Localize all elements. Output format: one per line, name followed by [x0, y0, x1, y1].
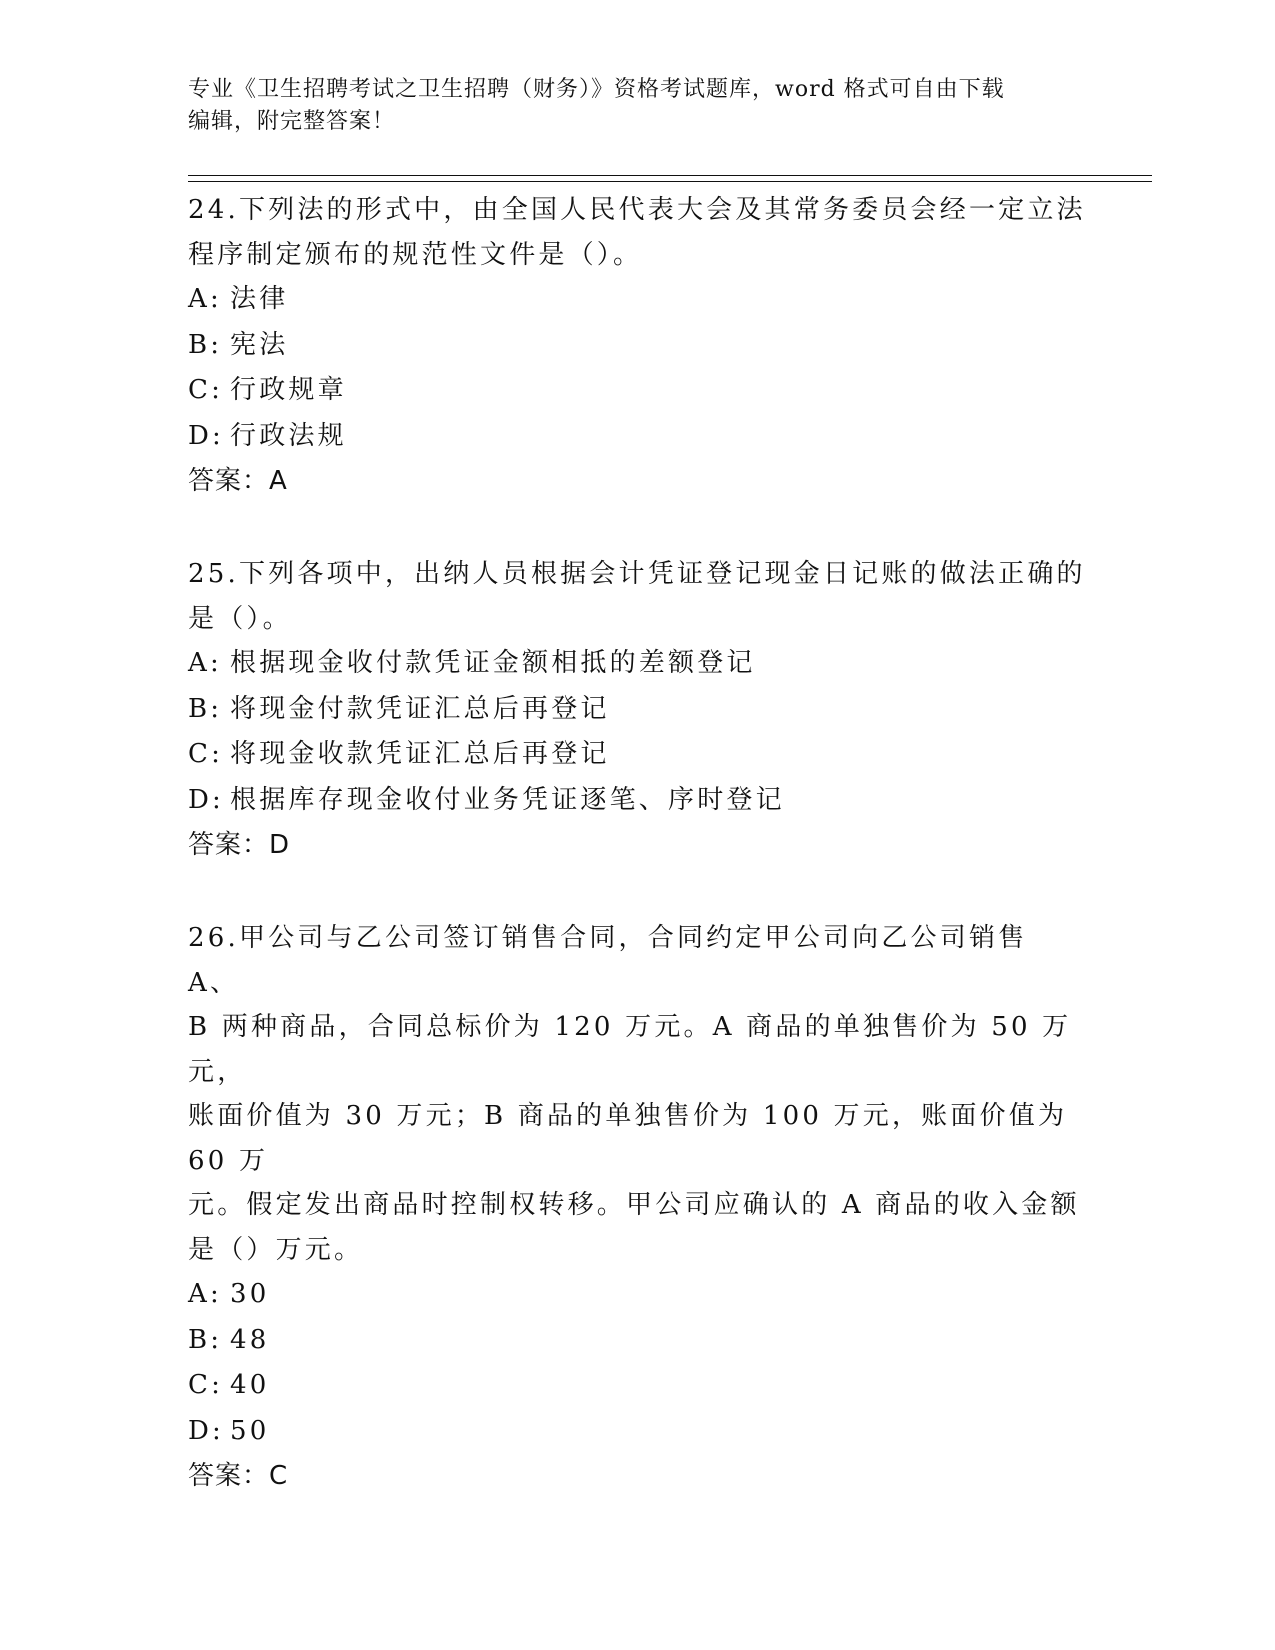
- question-stem-line: 24.下列法的形式中，由全国人民代表大会及其常务委员会经一定立法: [188, 195, 1086, 225]
- option-key: D:: [188, 784, 225, 815]
- question-stem-line: 25.下列各项中，出纳人员根据会计凭证登记现金日记账的做法正确的: [188, 559, 1086, 589]
- question-stem-line: 是（）万元。: [188, 1234, 364, 1265]
- option-key: A:: [188, 284, 222, 314]
- question-stem-line: 是（）。: [188, 603, 292, 634]
- question-stem-line: 账面价值为 30 万元；B 商品的单独售价为 100 万元，账面价值为 60 万: [188, 1101, 1068, 1176]
- option-c: [188, 732, 1088, 778]
- option-text: 法律: [230, 284, 289, 314]
- option-key: D:: [188, 1415, 225, 1446]
- option-key: D:: [188, 420, 225, 451]
- question-26: [188, 916, 1088, 1498]
- option-c: [188, 1363, 1088, 1409]
- option-key: C:: [188, 1370, 224, 1400]
- option-a: [188, 1272, 1088, 1318]
- header-divider-bottom: [188, 181, 1152, 182]
- option-text: 行政规章: [230, 375, 347, 405]
- option-d: [188, 1409, 1088, 1455]
- header-line-1: 专业《卫生招聘考试之卫生招聘（财务）》资格考试题库，word 格式可自由下载: [188, 77, 1005, 102]
- option-text: 40: [230, 1370, 270, 1400]
- option-key: A:: [188, 648, 222, 678]
- option-text: 50: [230, 1415, 270, 1446]
- question-stem-line: 元。假定发出商品时控制权转移。甲公司应确认的 A 商品的收入金额: [188, 1190, 1080, 1220]
- option-d: [188, 414, 1088, 460]
- header-line-2: 编辑，附完整答案！: [188, 109, 396, 134]
- option-a: [188, 277, 1088, 323]
- option-text: 宪法: [230, 329, 289, 360]
- option-b: [188, 323, 1088, 369]
- answer-line: 答案：C: [188, 1461, 289, 1491]
- option-text: 将现金付款凭证汇总后再登记: [230, 693, 610, 724]
- answer-line: 答案：A: [188, 466, 288, 496]
- document-header: [188, 74, 1088, 138]
- answer-line: 答案：D: [188, 830, 291, 860]
- header-divider-top: [188, 175, 1152, 176]
- option-c: [188, 368, 1088, 414]
- option-key: C:: [188, 739, 224, 769]
- option-text: 将现金收款凭证汇总后再登记: [230, 739, 610, 769]
- option-key: B:: [188, 693, 223, 724]
- option-a: [188, 641, 1088, 687]
- option-b: [188, 1318, 1088, 1364]
- option-d: [188, 778, 1088, 824]
- question-24: [188, 188, 1088, 503]
- option-text: 48: [230, 1324, 270, 1355]
- option-text: 30: [230, 1279, 270, 1309]
- option-key: B:: [188, 1324, 223, 1355]
- option-text: 行政法规: [230, 420, 347, 451]
- question-stem-line: 程序制定颁布的规范性文件是（）。: [188, 239, 643, 270]
- question-25: [188, 552, 1088, 867]
- question-stem-line: B 两种商品，合同总标价为 120 万元。A 商品的单独售价为 50 万元，: [188, 1012, 1072, 1087]
- option-key: C:: [188, 375, 224, 405]
- option-b: [188, 687, 1088, 733]
- question-stem-line: 26.甲公司与乙公司签订销售合同，合同约定甲公司向乙公司销售 A、: [188, 923, 1028, 998]
- option-text: 根据现金收付款凭证金额相抵的差额登记: [230, 648, 756, 678]
- option-key: B:: [188, 329, 223, 360]
- option-text: 根据库存现金收付业务凭证逐笔、序时登记: [230, 784, 785, 815]
- option-key: A:: [188, 1279, 222, 1309]
